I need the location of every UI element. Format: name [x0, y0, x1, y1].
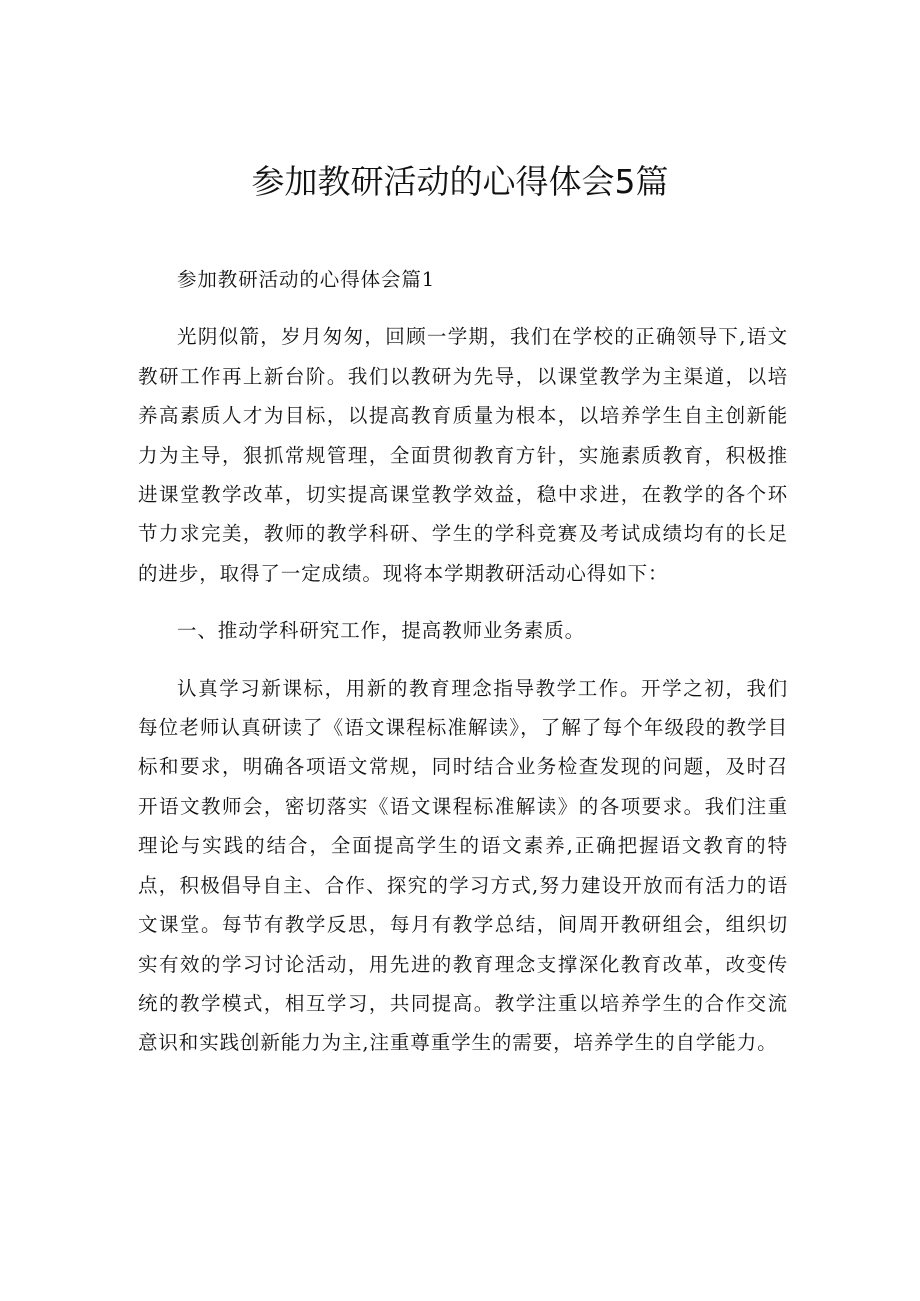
document-body — [138, 260, 788, 1063]
section-heading: 参加教研活动的心得体会篇1 — [177, 268, 436, 291]
section-subheading: 一、推动学科研究工作，提高教师业务素质。 — [177, 619, 586, 643]
paragraph-intro: 光阴似箭，岁月匆匆，回顾一学期，我们在学校的正确领导下,语文教研工作再上新台阶。我们以教研为先导，以课堂教学为主渠道，以培养高素质人才为目标，以提高教育质量为根本，以培养学生自主创新能力为主导，狠抓常规管理，全面贯彻教育方针，实施素质教育，积极推进课堂教学改革，切实提高课堂教学效益，稳中求进，在教学的各个环节力求完美，教师的教学科研、学生的学科竞赛及考试成绩均有的长足的进步，取得了一定成绩。现将本学期教研活动心得如下： — [138, 325, 788, 585]
paragraph-body: 认真学习新课标，用新的教育理念指导教学工作。开学之初，我们每位老师认真研读了《语文课程标准解读》，了解了每个年级段的教学目标和要求，明确各项语文常规，同时结合业务检查发现的问题，及时召开语文教师会，密切落实《语文课程标准解读》的各项要求。我们注重理论与实践的结合，全面提高学生的语文素养,正确把握语文教育的特点，积极倡导自主、合作、探究的学习方式,努力建设开放而有活力的语文课堂。每节有教学反思，每月有教学总结，间周开教研组会，组织切实有效的学习讨论活动，用先进的教育理念支撑深化教育改革，改变传统的教学模式，相互学习，共同提高。教学注重以培养学生的合作交流意识和实践创新能力为主,注重尊重学生的需要，培养学生的自学能力。 — [138, 676, 788, 1055]
document-title: 参加教研活动的心得体会5篇 — [251, 162, 669, 201]
